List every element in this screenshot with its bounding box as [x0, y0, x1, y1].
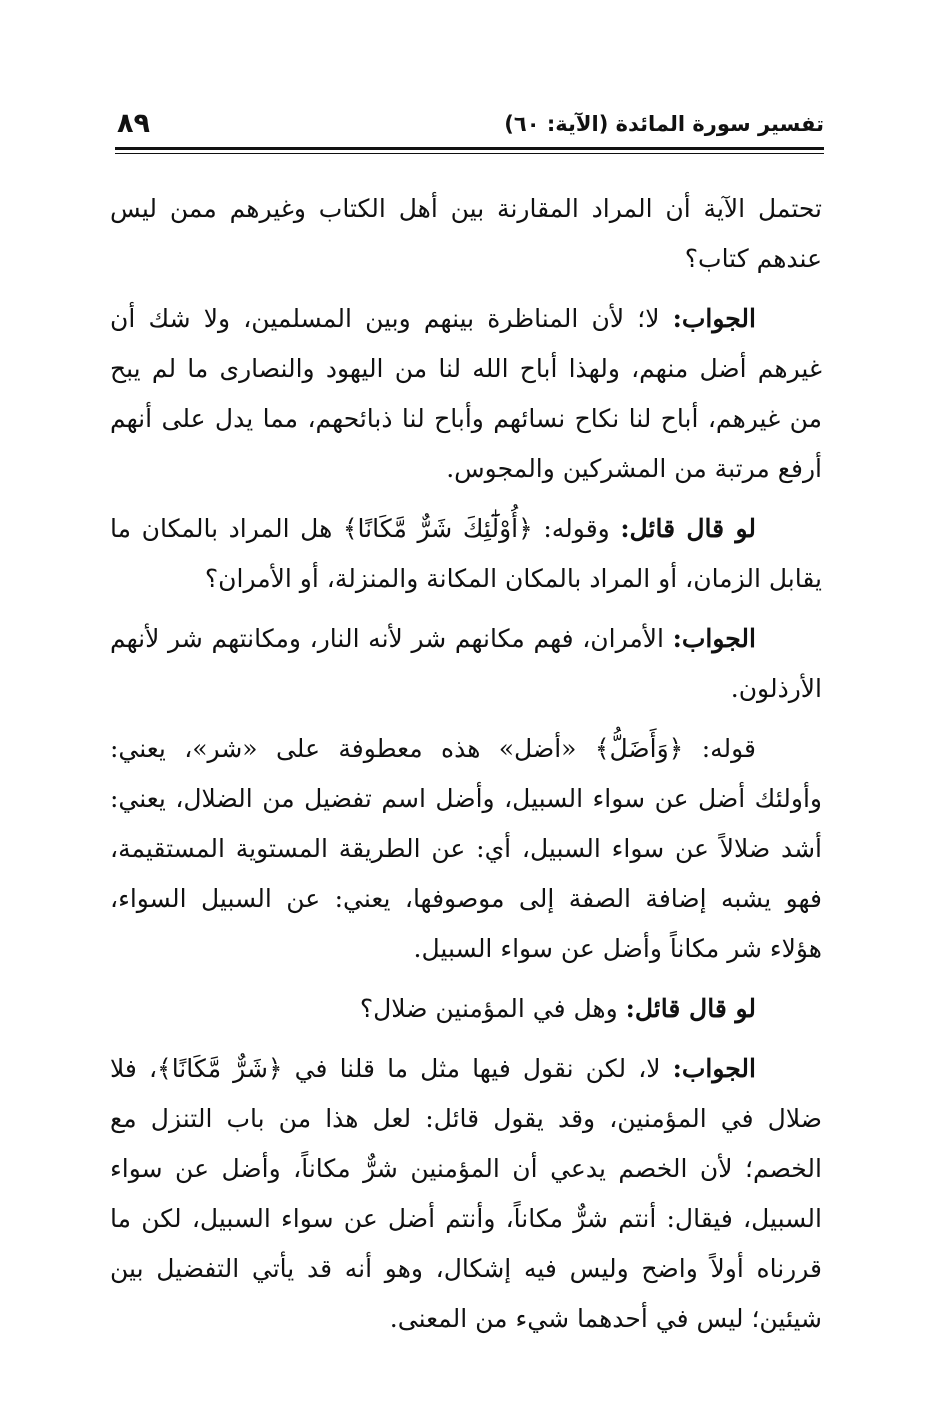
paragraph-text: لا؛ لأن المناظرة بينهم وبين المسلمين، ولا شك أن غيرهم أضل منهم، ولهذا أباح الله لنا من اليهود والنصارى ما لم يبح من غيرهم، أباح لنا نكاح نسائهم وأباح لنا ذبائحهم، مما يدل على أنهم أرفع مرتبة من المشركين والمجوس.: [110, 304, 822, 483]
paragraph: [110, 614, 822, 714]
paragraph: [110, 724, 822, 974]
paragraph: [110, 294, 822, 494]
page-number: ٨٩: [117, 108, 150, 139]
paragraph-text: قوله: ﴿وَأَضَلُّ﴾ «أضل» هذه معطوفة على «شر»، يعني: وأولئك أضل عن سواء السبيل، وأضل اسم تفضيل من الضلال، يعني: أشد ضلالاً عن سواء السبيل، أي: عن الطريقة المستوية المستقيمة، فهو يشبه إضافة الصفة إلى موصوفها، يعني: عن السبيل السواء، هؤلاء شر مكاناً وأضل عن سواء السبيل.: [110, 734, 822, 963]
paragraph-text: الأمران، فهم مكانهم شر لأنه النار، ومكانتهم شر لأنهم الأرذلون.: [110, 624, 822, 703]
header-rule-thin: [115, 153, 824, 154]
paragraph: [110, 504, 822, 604]
question-label: لو قال قائل:: [625, 994, 756, 1023]
answer-label: الجواب:: [672, 624, 756, 653]
paragraph-text: لا، لكن نقول فيها مثل ما قلنا في ﴿شَرٌّ مَّكَانًا﴾، فلا ضلال في المؤمنين، وقد يقول قائل: لعل هذا من باب التنزل مع الخصم؛ لأن الخصم يدعي أن المؤمنين شرٌّ مكاناً، وأضل عن سواء السبيل، فيقال: أنتم شرٌّ مكاناً، وأنتم أضل عن سواء السبيل، لكن ما قررناه أولاً واضح وليس فيه إشكال، وهو أنه قد يأتي التفضيل بين شيئين؛ ليس في أحدهما شيء من المعنى.: [110, 1054, 822, 1333]
running-header: [113, 108, 824, 148]
paragraph: [110, 1044, 822, 1344]
paragraph-text: وهل في المؤمنين ضلال؟: [359, 994, 626, 1023]
body-text: [110, 184, 822, 1354]
answer-label: الجواب:: [672, 304, 756, 333]
paragraph-text: وقوله: ﴿أُوْلَٰٓئِكَ شَرٌّ مَّكَانًا﴾ هل المراد بالمكان ما يقابل الزمان، أو المراد بالمكان المكانة والمنزلة، أو الأمران؟: [110, 514, 822, 593]
header-rule-thick: [115, 147, 824, 150]
answer-label: الجواب:: [672, 1054, 756, 1083]
question-label: لو قال قائل:: [620, 514, 756, 543]
paragraph-text: تحتمل الآية أن المراد المقارنة بين أهل الكتاب وغيرهم ممن ليس عندهم كتاب؟: [110, 194, 822, 273]
paragraph: [110, 984, 822, 1034]
paragraph: [110, 184, 822, 284]
header-title: تفسير سورة المائدة (الآية: ٦٠): [504, 112, 824, 136]
